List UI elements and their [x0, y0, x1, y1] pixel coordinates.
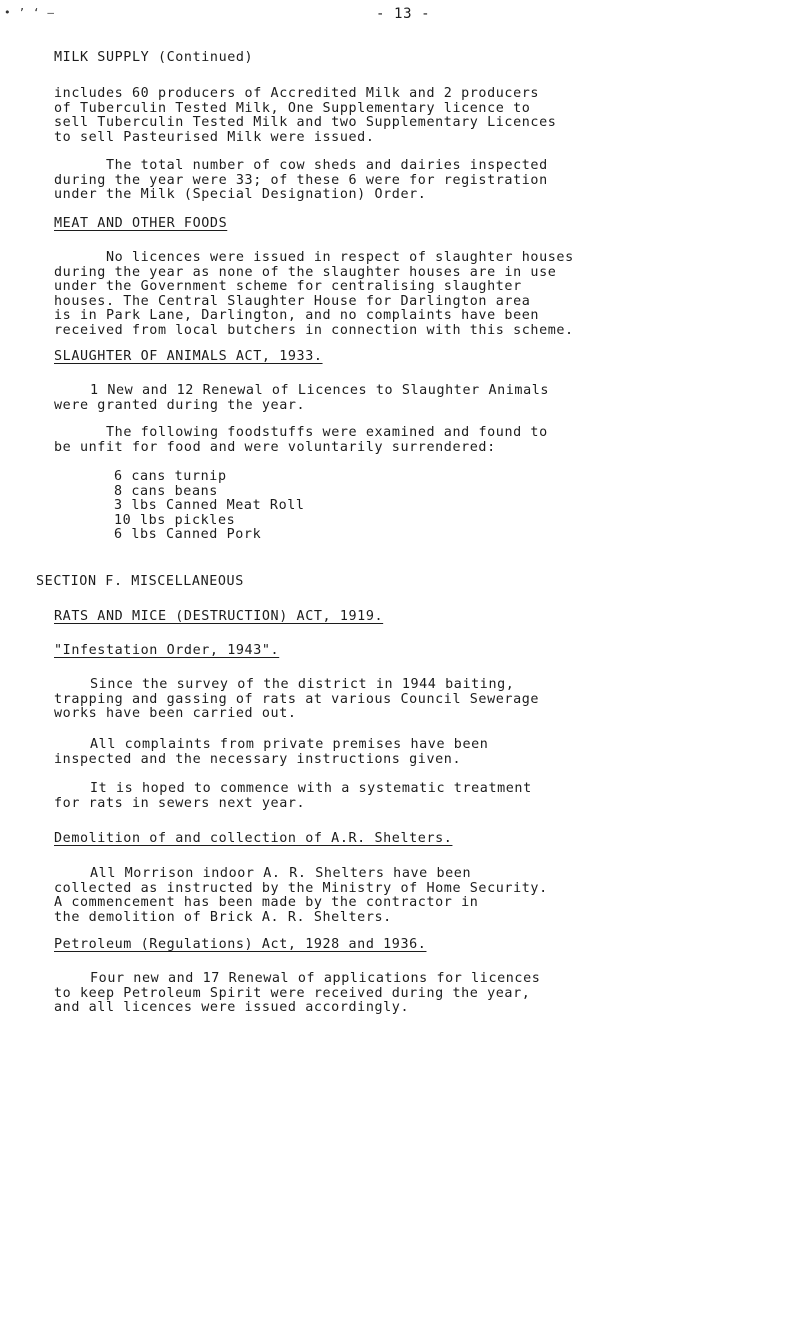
list-item: 8 cans beans	[114, 483, 218, 499]
slaughter-paragraph-1: 1 New and 12 Renewal of Licences to Slaughter Animals were granted during the year.	[54, 383, 550, 413]
meat-heading: MEAT AND OTHER FOODS	[54, 216, 228, 231]
milk-supply-paragraph-2: The total number of cow sheds and dairies inspected during the year were 33; of these 6 were for registration under the Milk (Special Designation) Order.	[54, 158, 548, 203]
rats-paragraph-2: All complaints from private premises have been inspected and the necessary instructions given.	[54, 737, 489, 767]
rats-paragraph-1: Since the survey of the district in 1944 baiting, trapping and gassing of rats at various Council Sewerage works have been carried out.	[54, 677, 540, 722]
milk-supply-paragraph-1: includes 60 producers of Accredited Milk and 2 producers of Tuberculin Tested Milk, One Supplementary licence to sell Tuberculin Tested Milk and two Supplementary Licences to sell Pasteurised Milk were issued.	[54, 86, 557, 145]
demolition-heading: Demolition of and collection of A.R. Shelters.	[54, 831, 453, 846]
milk-supply-heading: MILK SUPPLY (Continued)	[54, 50, 254, 65]
infestation-order-heading: "Infestation Order, 1943".	[54, 643, 280, 658]
foodstuff-list	[114, 470, 305, 543]
petroleum-paragraph-1: Four new and 17 Renewal of applications for licences to keep Petroleum Spirit were received during the year, and all licences were issued accordingly.	[54, 971, 541, 1016]
page-number: - 13 -	[376, 6, 431, 22]
section-f-heading: SECTION F. MISCELLANEOUS	[36, 574, 244, 589]
scan-corner-marks: • ’ ‘ —	[4, 6, 55, 19]
rats-mice-heading: RATS AND MICE (DESTRUCTION) ACT, 1919.	[54, 609, 384, 624]
slaughter-heading: SLAUGHTER OF ANIMALS ACT, 1933.	[54, 349, 323, 364]
demolition-paragraph-1: All Morrison indoor A. R. Shelters have been collected as instructed by the Ministry of Home Security. A commencement has been made by the contractor in the demolition of Brick A. R. Shelters.	[54, 866, 548, 925]
list-item: 10 lbs pickles	[114, 512, 236, 528]
slaughter-paragraph-2: The following foodstuffs were examined and found to be unfit for food and were voluntarily surrendered:	[54, 425, 548, 455]
list-item: 3 lbs Canned Meat Roll	[114, 498, 305, 514]
list-item: 6 lbs Canned Pork	[114, 527, 262, 543]
list-item: 6 cans turnip	[114, 469, 227, 484]
meat-paragraph-1: No licences were issued in respect of slaughter houses during the year as none of the slaughter houses are in use under the Government scheme for centralising slaughter houses. The Central Slaughter House for Darlington area is in Park Lane, Darlington, and no complaints have been received from local butchers in connection with this scheme.	[54, 250, 574, 338]
petroleum-heading: Petroleum (Regulations) Act, 1928 and 1936.	[54, 937, 427, 952]
rats-paragraph-3: It is hoped to commence with a systematic treatment for rats in sewers next year.	[54, 781, 532, 811]
